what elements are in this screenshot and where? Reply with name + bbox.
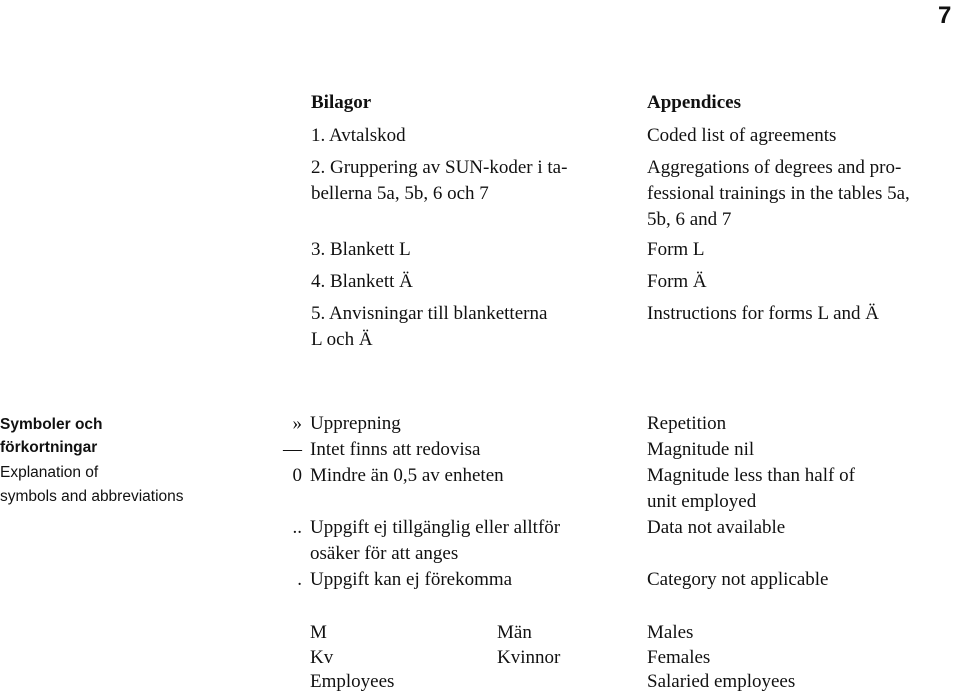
appendix-2-en-line3: 5b, 6 and 7 [647, 209, 732, 230]
abbr-en: Salaried employees [647, 671, 796, 692]
symbol-row-not-applicable [276, 567, 512, 593]
appendices-heading-sv: Bilagor [311, 92, 372, 113]
symbol-desc-sv: Intet finns att redovisa [310, 439, 481, 460]
symbol-desc-en-line1: Magnitude less than half of [647, 465, 855, 486]
abbr-sv: Män [497, 622, 532, 643]
appendix-3-en: Form L [647, 239, 705, 260]
page-number: 7 [938, 2, 952, 29]
symbol-row-repetition [276, 411, 401, 437]
symbol-desc-en: Category not applicable [647, 569, 829, 590]
symbol-repetition: » [292, 413, 302, 434]
symbols-heading-en-line2: symbols and abbreviations [0, 488, 184, 505]
symbol-row-nil [276, 437, 480, 463]
appendix-5-en: Instructions for forms L and Ä [647, 303, 879, 324]
abbr-code: Kv [310, 647, 334, 668]
symbol-zero: 0 [292, 465, 302, 486]
abbr-sv: Kvinnor [497, 647, 561, 668]
abbr-code: M [310, 622, 327, 643]
symbol-desc-en: Repetition [647, 413, 727, 434]
symbol-desc-sv-line1: Uppgift ej tillgänglig eller alltför [310, 517, 561, 538]
appendix-1-sv: 1. Avtalskod [311, 125, 406, 146]
appendix-3-sv: 3. Blankett L [311, 239, 411, 260]
appendix-2-en-line2: fessional trainings in the tables 5a, [647, 183, 910, 204]
symbols-heading-en-line1: Explanation of [0, 464, 99, 481]
appendix-2-sv-line1: 2. Gruppering av SUN-koder i ta- [311, 157, 568, 178]
appendix-4-sv: 4. Blankett Ä [311, 271, 413, 292]
appendix-4-en: Form Ä [647, 271, 707, 292]
appendix-1-en: Coded list of agreements [647, 125, 837, 146]
symbol-not-applicable: . [297, 569, 302, 590]
symbol-desc-en-line2: unit employed [647, 491, 757, 512]
symbol-desc-sv: Uppgift kan ej förekomma [310, 569, 513, 590]
symbols-heading-sv-line1: Symboler och [0, 416, 103, 433]
abbr-en: Females [647, 647, 711, 668]
appendices-heading-en: Appendices [647, 92, 741, 113]
appendix-2-sv-line2: bellerna 5a, 5b, 6 och 7 [311, 183, 489, 204]
symbol-desc-en: Data not available [647, 517, 786, 538]
symbol-desc-sv: Upprepning [310, 413, 401, 434]
symbol-desc-en: Magnitude nil [647, 439, 755, 460]
appendix-5-sv-line1: 5. Anvisningar till blanketterna [311, 303, 548, 324]
symbol-desc-sv: Mindre än 0,5 av enheten [310, 465, 504, 486]
symbols-heading-sv-line2: förkortningar [0, 439, 98, 456]
symbol-nil: — [283, 439, 302, 460]
abbr-code: Employees [310, 671, 395, 692]
symbol-desc-sv-line2: osäker för att anges [310, 543, 459, 564]
symbol-row-zero [276, 463, 504, 489]
symbol-row-not-available [276, 515, 560, 541]
appendix-2-en-line1: Aggregations of degrees and pro- [647, 157, 902, 178]
appendix-5-sv-line2: L och Ä [311, 329, 373, 350]
abbr-en: Males [647, 622, 694, 643]
symbol-not-available: .. [292, 517, 302, 538]
